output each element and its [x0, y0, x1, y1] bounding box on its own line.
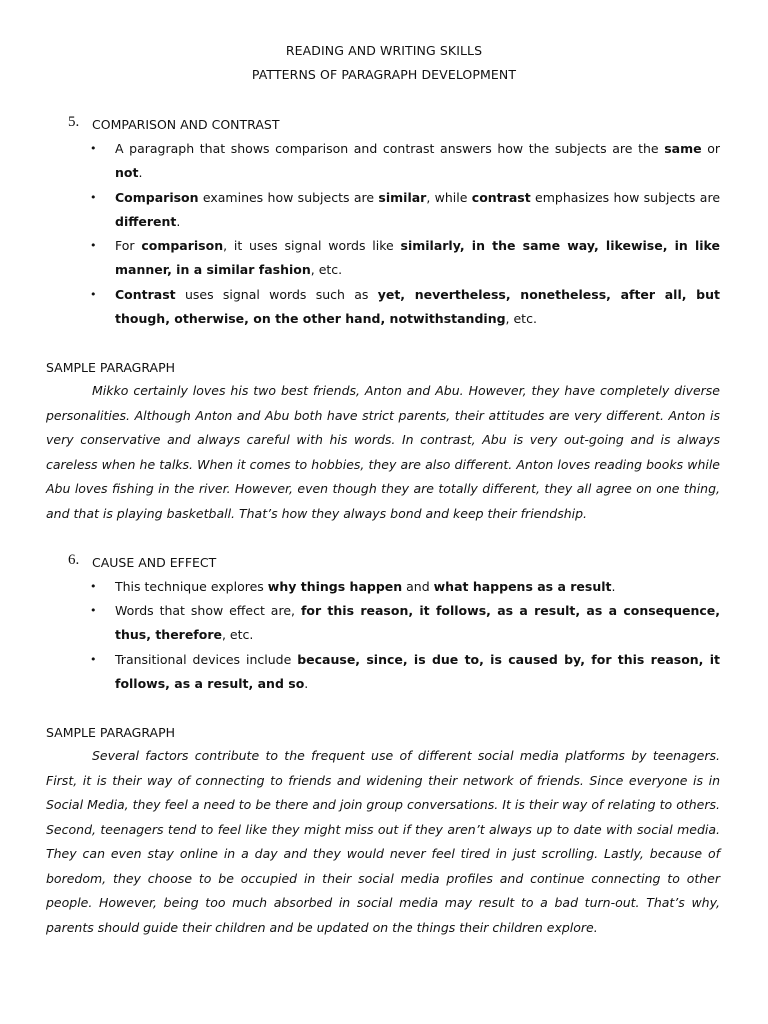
list-item [115, 575, 720, 599]
text-run: This technique explores [115, 579, 268, 594]
list-item [115, 234, 720, 283]
bullet-icon: • [90, 580, 97, 593]
document-subtitle: PATTERNS OF PARAGRAPH DEVELOPMENT [251, 67, 517, 82]
document-title: READING AND WRITING SKILLS [285, 43, 483, 58]
text-run: . [176, 214, 181, 230]
bullet-icon: • [90, 604, 97, 617]
section-6-title: CAUSE AND EFFECT [92, 555, 217, 570]
text-run: , etc. [505, 311, 537, 327]
list-item [115, 283, 720, 332]
bullet-icon: • [90, 142, 97, 155]
bold-text: Comparison [115, 190, 199, 205]
sample-paragraph-heading: SAMPLE PARAGRAPH [46, 360, 176, 375]
text-run: . [138, 165, 143, 181]
bullet-icon: • [90, 191, 97, 204]
text-run: examines how subjects are [198, 190, 379, 205]
list-item [115, 599, 720, 648]
bullet-icon: • [90, 653, 97, 666]
section-6-number: 6. [68, 552, 80, 568]
sample-paragraph-heading: SAMPLE PARAGRAPH [46, 725, 176, 740]
list-item [115, 186, 720, 235]
bold-text: what happens as a result [433, 579, 612, 594]
bullet-icon: • [90, 288, 97, 301]
list-item [115, 648, 720, 697]
bold-text: yet, nevertheless, nonetheless, after all, but though, otherwise, on the other hand, notwithstanding [115, 287, 720, 327]
text-run: Transitional devices include [115, 652, 298, 667]
bold-text: similarly, in the same way, likewise, in like manner, in a similar fashion [115, 238, 720, 278]
bold-text: same [664, 141, 702, 156]
text-run: , etc. [221, 627, 254, 643]
bold-text: for this reason, it follows, as a result, as a consequence, thus, therefore [115, 603, 721, 643]
bold-text: Contrast [115, 287, 176, 302]
section-5-number: 5. [68, 114, 80, 130]
text-run: , it uses signal words like [223, 238, 401, 253]
text-run: , while [426, 190, 472, 205]
bold-text: why things happen [267, 579, 403, 594]
bold-text: because, since, is due to, is caused by, for this reason, it follows, as a result, and so [115, 652, 720, 692]
bold-text: contrast [471, 190, 531, 205]
text-run: emphasizes how subjects are [530, 190, 721, 205]
text-run: and [402, 579, 434, 594]
text-run: uses signal words such as [175, 287, 378, 302]
sample-paragraph-text: Several factors contribute to the frequent use of different social media platforms by teenagers. First, it is their way of connecting to friends and widening their network of friends. Since everyone is in Social Media, they feel a need to be there and join group conversations. It is their way of relating to others. Second, teenagers tend to feel like they might miss out if they aren’t always up to date with social media. They can even stay online in a day and they would never feel tired in just scrolling. Lastly, because of boredom, they choose to be occupied in their social media profiles and continue connecting to other people. However, being too much absorbed in social media may result to a bad turn-out. That’s why, parents should guide their children and be updated on the things their children explore. [46, 748, 720, 935]
bold-text: comparison [141, 238, 224, 253]
bullet-icon: • [90, 239, 97, 252]
text-run: . [304, 676, 309, 692]
text-run: Words that show effect are, [115, 603, 301, 618]
list-item [115, 137, 720, 186]
text-run: or [701, 141, 721, 156]
text-run: For [115, 238, 142, 253]
section-5-title: COMPARISON AND CONTRAST [92, 117, 280, 132]
text-run: . [611, 579, 616, 594]
bold-text: different [115, 214, 177, 230]
bold-text: similar [378, 190, 427, 205]
text-run: A paragraph that shows comparison and contrast answers how the subjects are the [115, 141, 665, 156]
text-run: , etc. [310, 262, 343, 278]
sample-paragraph-text: Mikko certainly loves his two best friends, Anton and Abu. However, they have completely diverse personalities. Although Anton and Abu both have strict parents, their attitudes are very different. Anton is very conservative and always careful with his words. In contrast, Abu is very out-going and is always careless when he talks. When it comes to hobbies, they are also different. Anton loves reading books while Abu loves fishing in the river. However, even though they are totally different, they all agree on one thing, and that is playing basketball. That’s how they always bond and keep their friendship. [46, 383, 720, 521]
bold-text: not [115, 165, 139, 181]
